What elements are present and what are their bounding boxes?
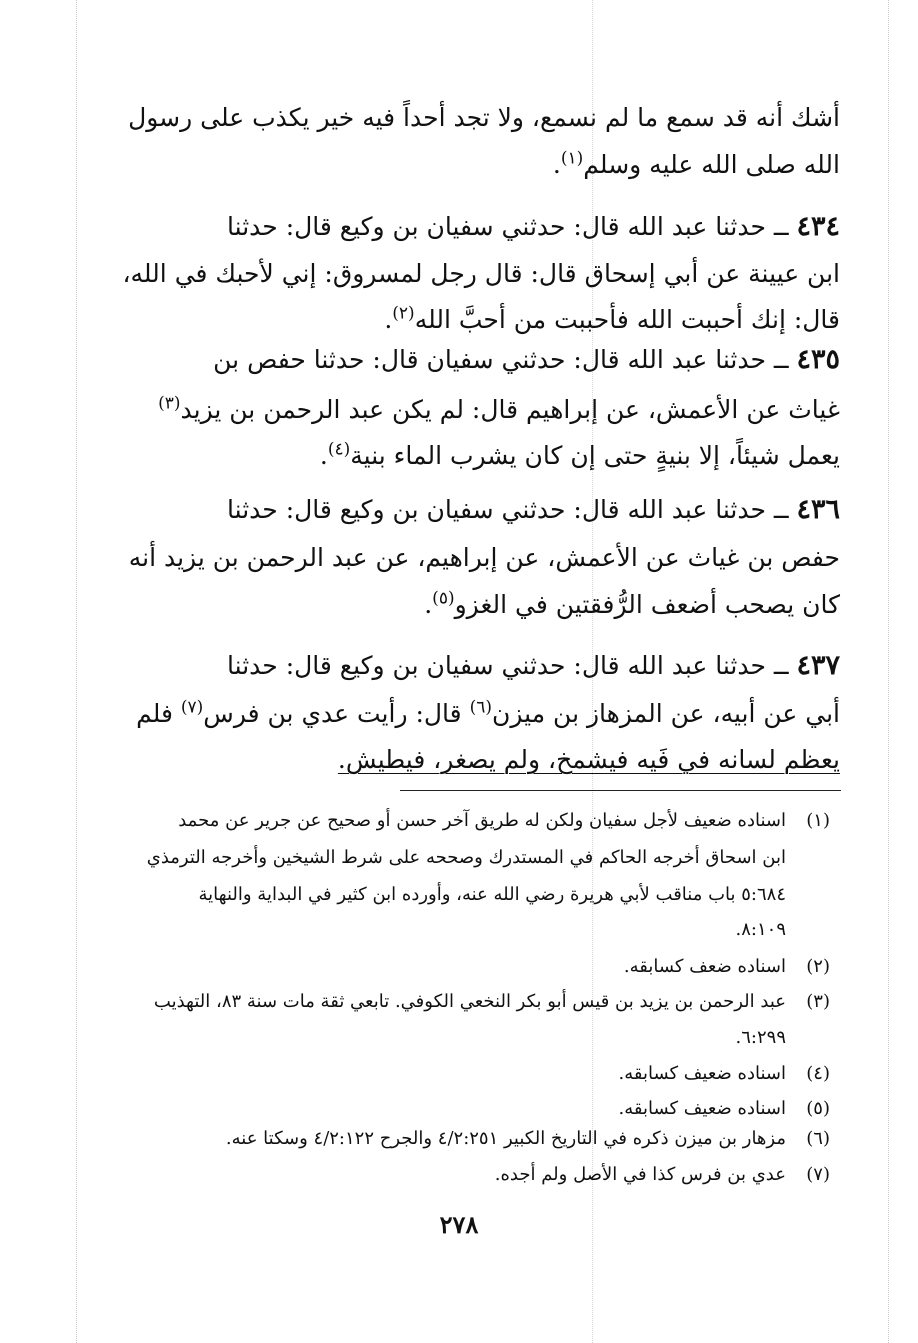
footnote-text: ٨:١٠٩. bbox=[735, 919, 786, 940]
footnote-text: ٦:٢٩٩. bbox=[735, 1027, 786, 1048]
footnote-ref[interactable]: (٦) bbox=[469, 697, 492, 718]
page-number: ٢٧٨ bbox=[439, 1210, 479, 1239]
hadith-number: ٤٣٥ bbox=[796, 344, 840, 375]
footnote-separator bbox=[400, 790, 841, 791]
text-span: أبي عن أبيه، عن المزهاز بن ميزن bbox=[492, 699, 840, 728]
footnote-5 bbox=[140, 1094, 830, 1124]
text-span: . bbox=[424, 590, 433, 619]
hadith-436-line-3 bbox=[145, 585, 840, 625]
footnote-number: (٧) bbox=[806, 1164, 830, 1185]
hadith-435-line-1 bbox=[145, 340, 840, 380]
text-span: أشك أنه قد سمع ما لم نسمع، ولا تجد أحداً فيه خير يكذب على رسول bbox=[128, 103, 840, 132]
text-span: قال: رأيت عدي بن فرس bbox=[203, 699, 470, 728]
text-span: ــ حدثنا عبد الله قال: حدثني سفيان بن وكيع قال: حدثنا bbox=[227, 651, 797, 680]
text-span: ــ حدثنا عبد الله قال: حدثني سفيان بن وكيع قال: حدثنا bbox=[227, 495, 797, 524]
text-span: . bbox=[552, 150, 561, 179]
footnote-text: عبد الرحمن بن يزيد بن قيس أبو بكر النخعي الكوفي. تابعي ثقة مات سنة ٨٣، التهذيب bbox=[153, 991, 786, 1012]
footnote-2 bbox=[140, 952, 830, 982]
text-span: فلم bbox=[136, 699, 181, 728]
hadith-number: ٤٣٧ bbox=[796, 650, 840, 681]
hadith-435-line-3 bbox=[145, 436, 840, 476]
hadith-437-line-3 bbox=[145, 740, 840, 780]
hadith-number: ٤٣٤ bbox=[796, 211, 840, 242]
footnote-1 bbox=[140, 806, 830, 836]
footnote-ref[interactable]: (٢) bbox=[392, 303, 415, 324]
footnote-text: ٥:٦٨٤ باب مناقب لأبي هريرة رضي الله عنه، وأورده ابن كثير في البداية والنهاية bbox=[198, 884, 786, 905]
footnote-ref[interactable]: (٣) bbox=[158, 393, 181, 414]
footnote-ref[interactable]: (٤) bbox=[327, 439, 351, 460]
footnote-text: اسناده ضعيف لأجل سفيان ولكن له طريق آخر حسن أو صحيح عن جرير عن محمد bbox=[178, 810, 786, 831]
footnote-3 bbox=[140, 987, 830, 1017]
text-span: الله صلى الله عليه وسلم bbox=[583, 150, 840, 179]
footnote-3-cont bbox=[140, 1023, 830, 1053]
footnote-text: اسناده ضعيف كسابقه. bbox=[618, 1063, 786, 1084]
hadith-437-line-1 bbox=[145, 646, 840, 686]
footnote-7 bbox=[140, 1160, 830, 1190]
text-span: غياث عن الأعمش، عن إبراهيم قال: لم يكن عبد الرحمن بن يزيد bbox=[180, 395, 840, 424]
scan-artifact bbox=[888, 0, 889, 1343]
text-span: ابن عيينة عن أبي إسحاق قال: قال رجل لمسروق: إني لأحبك في الله، bbox=[122, 259, 840, 288]
footnote-number: (٦) bbox=[806, 1128, 830, 1149]
text-line bbox=[128, 98, 840, 138]
hadith-number: ٤٣٦ bbox=[796, 494, 840, 525]
text-span: كان يصحب أضعف الرُّفقتين في الغزو bbox=[454, 590, 840, 619]
footnote-1-cont bbox=[140, 880, 830, 910]
text-span: ــ حدثنا عبد الله قال: حدثني سفيان بن وكيع قال: حدثنا bbox=[227, 212, 797, 241]
footnote-text: عدي بن فرس كذا في الأصل ولم أجده. bbox=[494, 1164, 786, 1185]
text-span: . bbox=[384, 305, 393, 334]
footnote-number: (٥) bbox=[806, 1098, 830, 1119]
hadith-434-line-1 bbox=[145, 207, 840, 247]
footnote-text: ابن اسحاق أخرجه الحاكم في المستدرك وصححه على شرط الشيخين وأخرجه الترمذي bbox=[146, 847, 786, 868]
footnote-text: اسناده ضعيف كسابقه. bbox=[618, 1098, 786, 1119]
footnote-ref[interactable]: (١) bbox=[560, 148, 584, 169]
hadith-434-line-3 bbox=[145, 300, 840, 340]
footnote-1-cont bbox=[140, 915, 830, 945]
hadith-435-line-2 bbox=[145, 390, 840, 430]
footnote-1-cont bbox=[140, 843, 830, 873]
footnote-number: (٢) bbox=[806, 956, 830, 977]
footnote-number: (٣) bbox=[806, 991, 830, 1012]
footnote-6 bbox=[140, 1124, 830, 1154]
text-line bbox=[145, 145, 840, 185]
scan-artifact bbox=[76, 0, 77, 1343]
hadith-436-line-1 bbox=[145, 490, 840, 530]
hadith-436-line-2 bbox=[128, 538, 840, 578]
footnote-text: اسناده ضعف كسابقه. bbox=[623, 956, 786, 977]
footnote-text: مزهار بن ميزن ذكره في التاريخ الكبير ٤/٢:٢٥١ والجرح ٤/٢:١٢٢ وسكتا عنه. bbox=[225, 1128, 786, 1149]
hadith-437-line-2 bbox=[136, 694, 840, 734]
footnote-ref[interactable]: (٧) bbox=[180, 697, 204, 718]
text-span: حفص بن غياث عن الأعمش، عن إبراهيم، عن عبد الرحمن بن يزيد أنه bbox=[128, 543, 840, 572]
footnote-ref[interactable]: (٥) bbox=[432, 588, 455, 609]
underlined-text: يعظم لسانه في فَيه فيشمخ، ولم يصغر، فيطيش. bbox=[337, 745, 840, 774]
footnote-4 bbox=[140, 1059, 830, 1089]
footnote-number: (٤) bbox=[806, 1063, 830, 1084]
hadith-434-line-2 bbox=[122, 254, 840, 294]
text-span: . bbox=[319, 441, 328, 470]
text-span: ــ حدثنا عبد الله قال: حدثني سفيان قال: حدثنا حفص بن bbox=[213, 345, 797, 374]
text-span: قال: إنك أحببت الله فأحببت من أحبَّ الله bbox=[414, 305, 840, 334]
footnote-number: (١) bbox=[806, 810, 830, 831]
text-span: يعمل شيئاً، إلا بنيةٍ حتى إن كان يشرب الماء بنية bbox=[350, 441, 840, 470]
